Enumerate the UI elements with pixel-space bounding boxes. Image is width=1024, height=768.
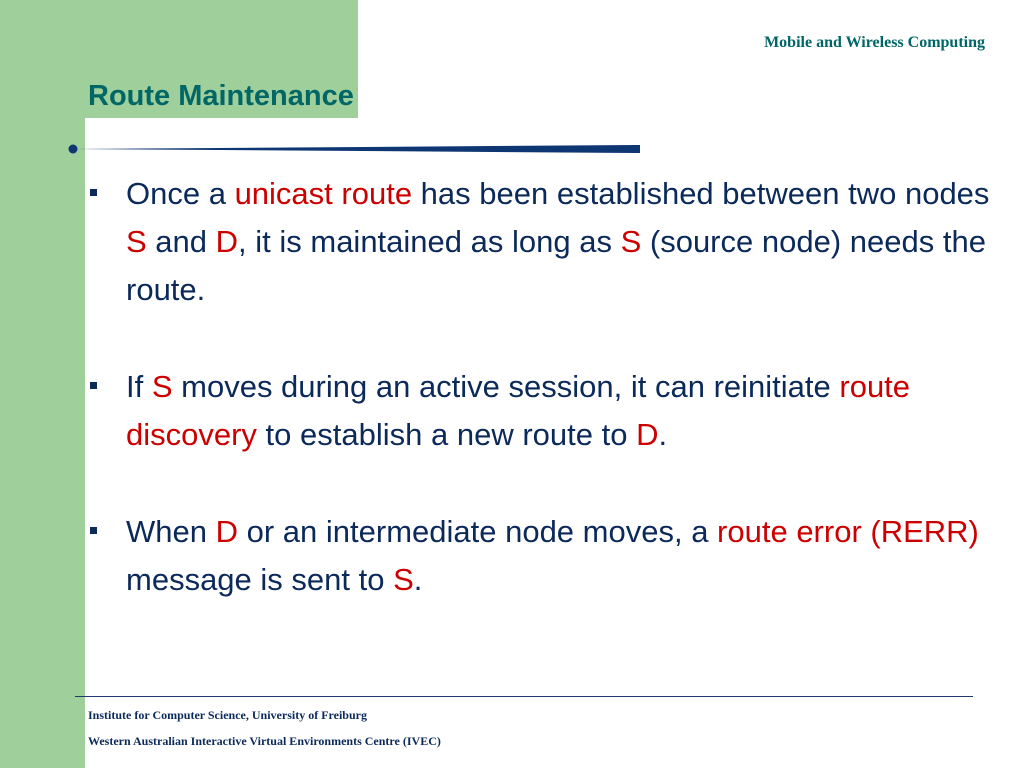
bullet-marker-icon [90,189,97,196]
bullet-item [90,363,990,459]
bullet-segment: to establish a new route to [256,417,637,452]
highlight-term: S [620,224,642,259]
bullet-list [90,170,990,604]
bullet-segment: (source node) needs the route. [126,224,986,307]
bullet-segment: message is sent to [126,562,394,597]
bullet-segment: , it is maintained as long as [238,224,621,259]
highlight-term: route discovery [126,369,911,452]
highlight-term: D [215,224,239,259]
bullet-segment: and [146,224,216,259]
bullet-marker-icon [90,382,97,389]
slide-title: Route Maintenance [88,80,354,112]
bullet-text [126,369,910,452]
highlight-term: D [215,514,238,549]
footer-divider [75,696,973,697]
bullet-segment: moves during an active session, it can reinitiate [172,369,840,404]
footer-institute: Institute for Computer Science, University of Freiburg [88,708,367,722]
highlight-term: unicast route [234,176,413,211]
bullet-segment: . [413,562,423,597]
bullet-segment: has been established between two nodes [412,176,990,211]
bullet-item [90,170,990,314]
bullet-text [126,514,979,597]
bullet-item [90,508,990,604]
highlight-term: route error (RERR) [717,514,979,549]
bullet-segment: If [126,369,152,404]
highlight-term: S [126,224,147,259]
highlight-term: D [636,417,659,452]
bullet-segment: Once a [126,176,235,211]
highlight-term: S [393,562,414,597]
bullet-segment: . [658,417,668,452]
bullet-segment: When [126,514,216,549]
bullet-marker-icon [90,527,97,534]
bullet-text [126,176,989,307]
bullet-segment: or an intermediate node moves, a [238,514,718,549]
footer-centre: Western Australian Interactive Virtual Environments Centre (IVEC) [88,734,441,748]
course-header: Mobile and Wireless Computing [764,34,985,51]
title-underline [68,144,640,154]
highlight-term: S [151,369,173,404]
